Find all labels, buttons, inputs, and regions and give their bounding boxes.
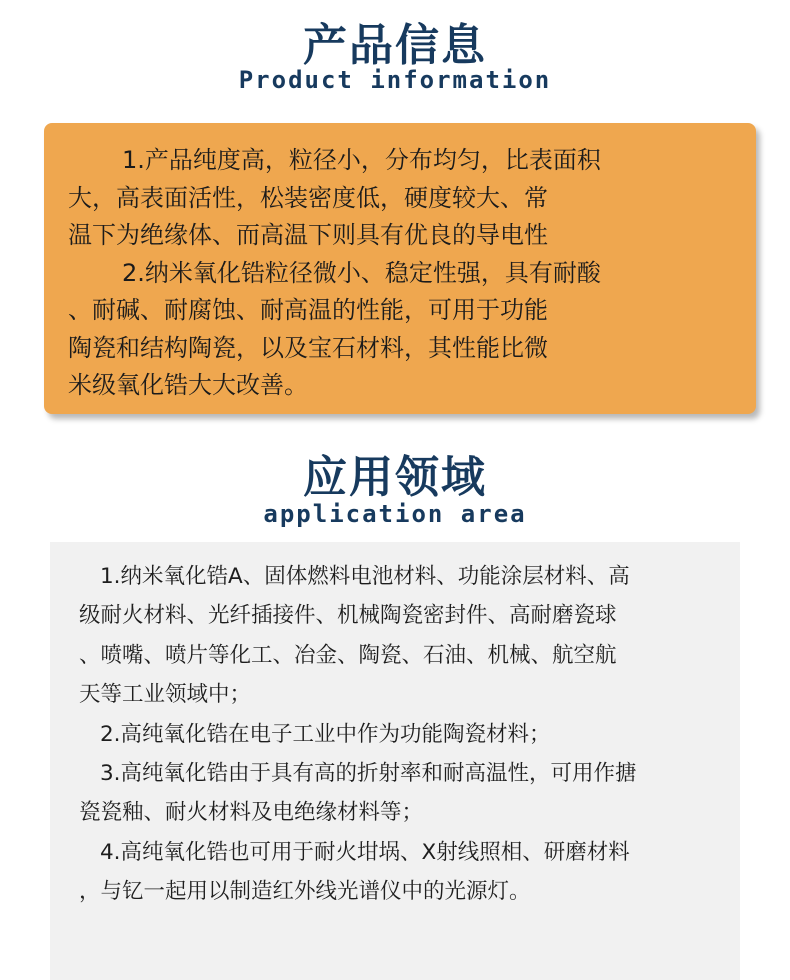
application-line: 级耐火材料、光纤插接件、机械陶瓷密封件、高耐磨瓷球 — [79, 603, 617, 629]
product-info-title: 产品信息 — [303, 20, 487, 71]
application-line: ，与钇一起用以制造红外线光谱仪中的光源灯。 — [79, 879, 531, 905]
application-line: 2.高纯氧化锆在电子工业中作为功能陶瓷材料； — [100, 721, 551, 747]
product-info-line: 米级氧化锆大大改善。 — [68, 371, 308, 399]
application-line: 、喷嘴、喷片等化工、冶金、陶瓷、石油、机械、航空航 — [79, 642, 617, 668]
application-area-panel — [50, 542, 740, 980]
application-line: 3.高纯氧化锆由于具有高的折射率和耐高温性，可用作搪 — [100, 761, 637, 787]
product-info-line: 1.产品纯度高，粒径小，分布均匀，比表面积 — [122, 146, 601, 174]
product-info-line: 、耐碱、耐腐蚀、耐高温的性能，可用于功能 — [68, 296, 548, 324]
application-area-subtitle: application area — [263, 500, 527, 528]
product-info-panel — [44, 123, 756, 414]
application-line: 1.纳米氧化锆A、固体燃料电池材料、功能涂层材料、高 — [100, 564, 630, 589]
product-info-line: 大，高表面活性，松装密度低，硬度较大、常 — [68, 183, 548, 212]
product-info-line: 温下为绝缘体、而高温下则具有优良的导电性 — [68, 221, 548, 249]
application-area-title: 应用领域 — [303, 452, 487, 503]
application-line: 瓷瓷釉、耐火材料及电绝缘材料等； — [79, 800, 424, 826]
application-line: 天等工业领域中； — [79, 682, 252, 708]
product-info-line: 陶瓷和结构陶瓷，以及宝石材料，其性能比微 — [68, 333, 548, 362]
product-info-text — [68, 142, 726, 405]
application-line: 4.高纯氧化锆也可用于耐火坩埚、X射线照相、研磨材料 — [100, 839, 630, 865]
product-info-line: 2.纳米氧化锆粒径微小、稳定性强，具有耐酸 — [122, 258, 601, 287]
product-info-subtitle: Product information — [238, 66, 552, 94]
